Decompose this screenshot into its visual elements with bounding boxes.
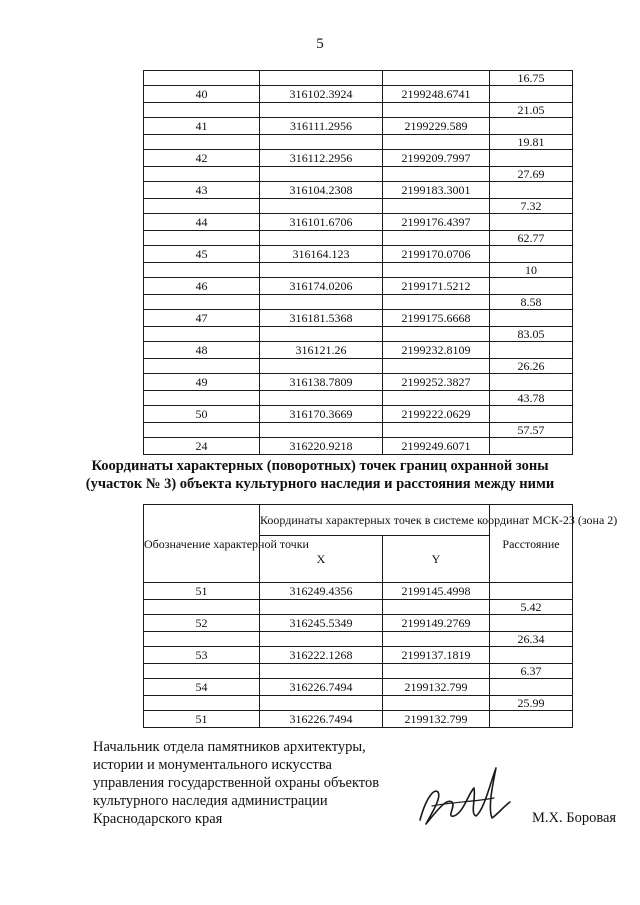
distance-cell: 16.75 [490, 71, 573, 86]
signatory-position-line: Краснодарского края [93, 811, 223, 827]
distance-row [144, 327, 573, 342]
x-cell [260, 327, 383, 342]
distance-cell [490, 647, 573, 664]
distance-row [144, 263, 573, 278]
y-cell: 2199175.6668 [383, 310, 490, 327]
y-cell: 2199229.589 [383, 118, 490, 135]
coordinates-table-2-header [144, 505, 618, 583]
y-cell: 2199222.0629 [383, 406, 490, 423]
point-cell: 51 [144, 711, 260, 728]
y-cell: 2199171.5212 [383, 278, 490, 295]
signatory-name: М.Х. Боровая [532, 810, 617, 826]
point-cell: 51 [144, 583, 260, 600]
point-cell [144, 327, 260, 342]
x-cell: 316245.5349 [260, 615, 383, 632]
y-cell [383, 231, 490, 246]
y-cell [383, 359, 490, 374]
x-cell: 316170.3669 [260, 406, 383, 423]
point-row [144, 150, 573, 167]
point-cell: 45 [144, 246, 260, 263]
x-cell: 316181.5368 [260, 310, 383, 327]
y-cell [383, 632, 490, 647]
header-y: Y [383, 536, 490, 583]
point-cell: 52 [144, 615, 260, 632]
point-cell: 42 [144, 150, 260, 167]
header-x: X [260, 536, 383, 583]
distance-row [144, 391, 573, 406]
distance-cell [490, 182, 573, 199]
y-cell [383, 135, 490, 150]
signatory-position-line: управления государственной охраны объектов [93, 775, 380, 791]
y-cell [383, 391, 490, 406]
y-cell [383, 263, 490, 278]
point-row [144, 214, 573, 231]
header-distance: Расстояние [490, 505, 573, 583]
distance-row [144, 103, 573, 118]
point-row [144, 647, 573, 664]
distance-cell [490, 583, 573, 600]
distance-cell [490, 438, 573, 455]
x-cell [260, 664, 383, 679]
header-coordinates: Координаты характерных точек в системе координат МСК-23 (зона 2) [260, 505, 490, 536]
distance-cell: 27.69 [490, 167, 573, 182]
point-row [144, 406, 573, 423]
point-row [144, 310, 573, 327]
distance-cell [490, 679, 573, 696]
distance-cell: 26.34 [490, 632, 573, 647]
point-cell [144, 696, 260, 711]
x-cell: 316101.6706 [260, 214, 383, 231]
point-cell [144, 135, 260, 150]
distance-cell: 57.57 [490, 423, 573, 438]
point-cell: 47 [144, 310, 260, 327]
point-cell [144, 263, 260, 278]
distance-row [144, 359, 573, 374]
point-row [144, 246, 573, 263]
distance-cell: 10 [490, 263, 573, 278]
y-cell [383, 696, 490, 711]
point-cell [144, 664, 260, 679]
point-cell [144, 632, 260, 647]
distance-row [144, 632, 573, 647]
x-cell: 316249.4356 [260, 583, 383, 600]
distance-row [144, 199, 573, 214]
x-cell [260, 423, 383, 438]
signatory-position-line: культурного наследия администрации [93, 793, 328, 809]
y-cell: 2199248.6741 [383, 86, 490, 103]
distance-cell [490, 711, 573, 728]
y-cell [383, 71, 490, 86]
point-cell: 24 [144, 438, 260, 455]
x-cell [260, 600, 383, 615]
point-row [144, 118, 573, 135]
point-row [144, 182, 573, 199]
point-row [144, 278, 573, 295]
distance-cell: 62.77 [490, 231, 573, 246]
signatory-position-line: Начальник отдела памятников архитектуры, [93, 739, 366, 755]
point-row [144, 374, 573, 391]
header-row [144, 505, 573, 536]
x-cell: 316164.123 [260, 246, 383, 263]
x-cell [260, 231, 383, 246]
x-cell [260, 391, 383, 406]
distance-cell [490, 374, 573, 391]
point-cell: 44 [144, 214, 260, 231]
x-cell [260, 71, 383, 86]
coordinates-table-1 [143, 70, 573, 455]
point-cell: 41 [144, 118, 260, 135]
distance-cell [490, 278, 573, 295]
distance-cell: 7.32 [490, 199, 573, 214]
distance-cell [490, 406, 573, 423]
y-cell: 2199249.6071 [383, 438, 490, 455]
x-cell: 316102.3924 [260, 86, 383, 103]
section-heading-line-1: Координаты характерных (поворотных) точек границ охранной зоны [91, 458, 549, 474]
y-cell: 2199137.1819 [383, 647, 490, 664]
point-cell: 40 [144, 86, 260, 103]
x-cell: 316220.9218 [260, 438, 383, 455]
point-cell: 49 [144, 374, 260, 391]
x-cell [260, 359, 383, 374]
distance-row [144, 135, 573, 150]
distance-cell: 21.05 [490, 103, 573, 118]
x-cell [260, 167, 383, 182]
distance-cell [490, 342, 573, 359]
x-cell: 316112.2956 [260, 150, 383, 167]
handwritten-signature [412, 758, 517, 838]
x-cell [260, 295, 383, 310]
distance-row [144, 71, 573, 86]
point-cell [144, 199, 260, 214]
x-cell [260, 632, 383, 647]
y-cell [383, 199, 490, 214]
section-heading-line-2: (участок № 3) объекта культурного наследия и расстояния между ними [85, 476, 555, 492]
y-cell: 2199176.4397 [383, 214, 490, 231]
signatory-position-line: истории и монументального искусства [93, 757, 332, 773]
distance-cell [490, 86, 573, 103]
y-cell [383, 600, 490, 615]
signatory-position [93, 738, 379, 828]
point-cell [144, 71, 260, 86]
distance-row [144, 167, 573, 182]
x-cell [260, 696, 383, 711]
distance-cell: 5.42 [490, 600, 573, 615]
point-cell [144, 295, 260, 310]
page-number: 5 [316, 36, 324, 52]
x-cell: 316104.2308 [260, 182, 383, 199]
point-cell: 43 [144, 182, 260, 199]
distance-row [144, 696, 573, 711]
point-cell [144, 167, 260, 182]
point-cell: 48 [144, 342, 260, 359]
y-cell [383, 167, 490, 182]
distance-cell [490, 246, 573, 263]
section-heading [60, 457, 580, 493]
distance-row [144, 600, 573, 615]
coordinates-table-2-body [144, 583, 573, 728]
y-cell: 2199132.799 [383, 711, 490, 728]
y-cell: 2199170.0706 [383, 246, 490, 263]
point-cell [144, 423, 260, 438]
coordinates-table-2 [143, 504, 618, 728]
distance-cell: 8.58 [490, 295, 573, 310]
distance-cell: 26.26 [490, 359, 573, 374]
x-cell [260, 263, 383, 278]
distance-cell [490, 214, 573, 231]
distance-row [144, 295, 573, 310]
point-row [144, 615, 573, 632]
x-cell [260, 199, 383, 214]
point-row [144, 711, 573, 728]
x-cell: 316226.7494 [260, 679, 383, 696]
coordinates-table-1-body [144, 71, 573, 455]
point-cell: 50 [144, 406, 260, 423]
y-cell [383, 295, 490, 310]
distance-cell [490, 118, 573, 135]
y-cell: 2199232.8109 [383, 342, 490, 359]
x-cell: 316121.26 [260, 342, 383, 359]
point-cell: 46 [144, 278, 260, 295]
y-cell: 2199145.4998 [383, 583, 490, 600]
y-cell [383, 423, 490, 438]
point-cell [144, 103, 260, 118]
x-cell: 316222.1268 [260, 647, 383, 664]
x-cell: 316111.2956 [260, 118, 383, 135]
distance-cell: 43.78 [490, 391, 573, 406]
point-cell: 53 [144, 647, 260, 664]
distance-row [144, 664, 573, 679]
point-row [144, 342, 573, 359]
header-point-designation: Обозначение характерной точки [144, 505, 260, 583]
x-cell: 316226.7494 [260, 711, 383, 728]
x-cell [260, 135, 383, 150]
point-cell [144, 359, 260, 374]
point-row [144, 86, 573, 103]
point-row [144, 583, 573, 600]
distance-cell: 83.05 [490, 327, 573, 342]
distance-cell: 19.81 [490, 135, 573, 150]
x-cell: 316138.7809 [260, 374, 383, 391]
x-cell: 316174.0206 [260, 278, 383, 295]
y-cell [383, 664, 490, 679]
distance-cell: 25.99 [490, 696, 573, 711]
point-row [144, 679, 573, 696]
distance-row [144, 423, 573, 438]
y-cell: 2199183.3001 [383, 182, 490, 199]
distance-cell [490, 150, 573, 167]
y-cell [383, 103, 490, 118]
distance-cell [490, 615, 573, 632]
point-cell [144, 391, 260, 406]
distance-row [144, 231, 573, 246]
y-cell: 2199132.799 [383, 679, 490, 696]
distance-cell: 6.37 [490, 664, 573, 679]
y-cell [383, 327, 490, 342]
y-cell: 2199252.3827 [383, 374, 490, 391]
point-cell [144, 231, 260, 246]
y-cell: 2199209.7997 [383, 150, 490, 167]
point-row [144, 438, 573, 455]
distance-cell [490, 310, 573, 327]
y-cell: 2199149.2769 [383, 615, 490, 632]
point-cell [144, 600, 260, 615]
x-cell [260, 103, 383, 118]
point-cell: 54 [144, 679, 260, 696]
